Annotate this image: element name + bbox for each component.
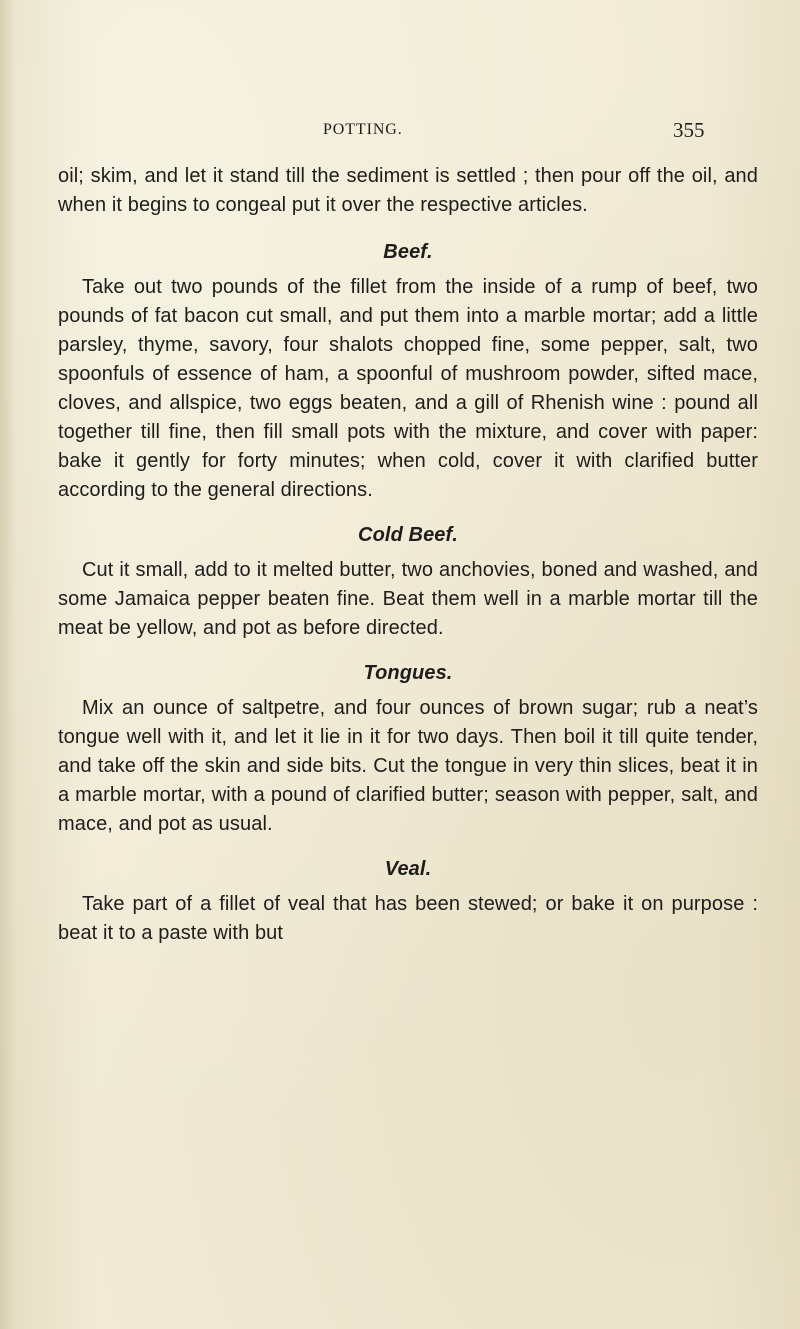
page-number: 355 [673, 118, 705, 142]
section-text-cold-beef: Cut it small, add to it melted butter, two anchovies, boned and washed, and some Jamaica pepper beaten fine. Beat them well in a marble mortar till the meat be yellow, and pot as before directed. [58, 559, 758, 639]
running-head [58, 118, 758, 148]
section-text-tongues: Mix an ounce of saltpetre, and four ounces of brown sugar; rub a neat’s tongue well with it, and let it lie in it for two days. Then boil it till quite tender, and take off the skin and side bits. Cut the tongue in very thin slices, beat it in a marble mortar, with a pound of clarified butter; season with pepper, salt, and mace, and pot as usual. [58, 697, 758, 835]
section-heading-beef: Beef. [383, 241, 433, 263]
section-text-veal: Take part of a fillet of veal that has been stewed; or bake it on purpose : beat it to a paste with but [58, 893, 758, 944]
section-heading-cold-beef: Cold Beef. [358, 524, 458, 546]
section-text-beef: Take out two pounds of the fillet from the inside of a rump of beef, two pounds of fat bacon cut small, and put them into a marble mortar; add a little parsley, thyme, savory, four shalots chopped fine, some pepper, salt, two spoonfuls of essence of ham, a spoonful of mushroom powder, sifted mace, cloves, and allspice, two eggs beaten, and a gill of Rhenish wine : pound all together till fine, then fill small pots with the mixture, and cover with paper: bake it gently for forty minutes; when cold, cover it with clarified butter according to the general directions. [58, 276, 758, 501]
section-heading-tongues: Tongues. [363, 662, 453, 684]
page-text [58, 162, 758, 948]
intro-paragraph: oil; skim, and let it stand till the sediment is settled ; then pour off the oil, and when it begins to congeal put it over the respective articles. [58, 165, 758, 216]
running-head-title: POTTING. [323, 121, 403, 138]
page-spine-shadow [0, 0, 16, 1329]
section-heading-veal: Veal. [384, 858, 432, 880]
